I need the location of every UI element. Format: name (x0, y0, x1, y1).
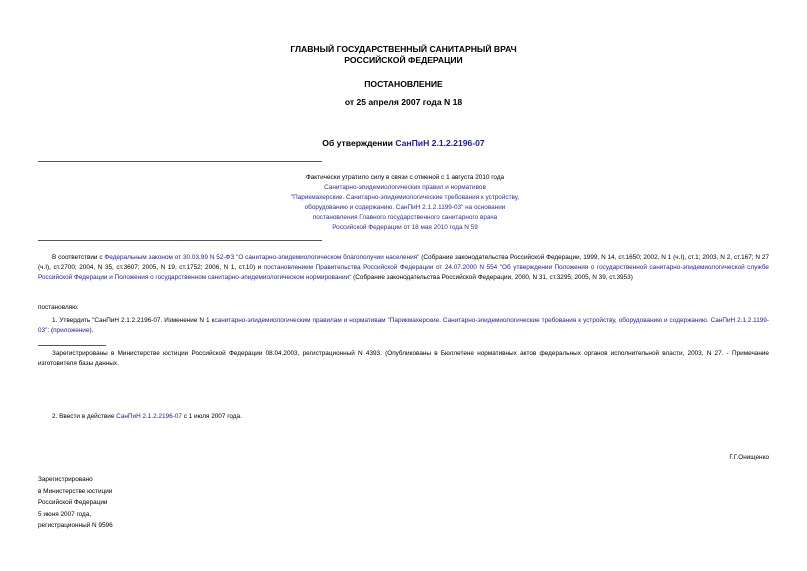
divider-top (38, 161, 322, 162)
registration-line-1: Зарегистрировано (38, 476, 93, 483)
item-1-text-2: : ( (47, 327, 54, 334)
preamble-text-2: (Собрание законодательства Российской Федерации, 1999, N 14, ст.1650; 2002, N 1 (ч.I), ст.1; 2003, N 2, ст.167; N 27 (ч.I), ст.2700; 2004, N 35, ст.3607; 2005, N 19, ст.1752; 2006, N 1, ст.10) и (38, 254, 769, 271)
subject-prefix: Об утверждении (322, 138, 396, 148)
item-2-paragraph (52, 412, 652, 422)
note-line-2[interactable]: Санитарно-эпидемиологических правил и нормативов (324, 184, 486, 191)
note-line-1: Фактически утратило силу в связи с отменой с 1 августа 2010 года (305, 174, 505, 181)
registration-line-5: регистрационный N 9596 (38, 522, 113, 529)
preamble-text-3: (Собрание законодательства Российской Федерации, 2000, N 31, ст.3295; 2005, N 39, ст.3953) (351, 274, 633, 281)
divider-bottom (38, 240, 322, 241)
registration-block (38, 474, 113, 532)
header-line-1: ГЛАВНЫЙ ГОСУДАРСТВЕННЫЙ САНИТАРНЫЙ ВРАЧ (290, 44, 517, 54)
sanpin-1199-link[interactable]: санитарно-эпидемиологическим правилам и нормативам "Парикмахерские. Санитарно-эпидемиологические требования к устройству, оборудованию и содержанию. СанПиН 2.1.2.1199-03" (38, 317, 769, 334)
footnote-text: Зарегистрированы в Министерстве юстиции Российской Федерации 08.04.2003, регистрационный N 4393. (Опубликованы в Бюллетене нормативных актов федеральных органов исполнительной власти, 2003, N 27. - Примечание изготовителя базы данных. (38, 350, 769, 367)
registration-line-2: в Министерстве юстиции (38, 487, 113, 495)
footnote (38, 349, 769, 369)
registration-line-4: 5 июня 2007 года, (38, 510, 92, 518)
status-note (200, 173, 610, 233)
sanpin-link[interactable]: СанПиН 2.1.2.2196-07 (395, 138, 485, 148)
preamble-paragraph (38, 253, 769, 283)
signature: Г.Г.Онищенко (729, 454, 769, 461)
footnote-divider (38, 345, 106, 346)
appendix-link[interactable]: приложение (53, 327, 90, 334)
item-1-paragraph (38, 316, 769, 336)
document-subject (0, 138, 807, 149)
header-line-2: РОССИЙСКОЙ ФЕДЕРАЦИИ (344, 55, 463, 65)
note-line-4[interactable]: оборудованию и содержанию. СанПиН 2.1.2.1199-03" на основании (304, 204, 506, 211)
item-2-text-1: 2. Ввести в действие (52, 413, 117, 420)
preamble-text-1: В соответствии с (52, 254, 105, 261)
item-1-text-1: 1. Утвердить "СанПиН 2.1.2.2196-07. Изменение N 1 к (52, 317, 215, 324)
document-date-number: от 25 апреля 2007 года N 18 (344, 97, 463, 107)
item-2-text-2: с 1 июля 2007 года. (181, 413, 242, 420)
note-line-3[interactable]: "Парикмахерские. Санитарно-эпидемиологические требования к устройству, (290, 194, 520, 201)
registration-line-3: Российской Федерации (38, 499, 108, 506)
document-type: ПОСТАНОВЛЕНИЕ (364, 79, 443, 89)
item-1-text-3: ). (89, 327, 94, 334)
federal-law-link[interactable]: Федеральным законом от 30.03.99 N 52-ФЗ "О санитарно-эпидемиологическом благополучии населения" (104, 254, 420, 261)
resolve-word: постановляю: (38, 304, 79, 311)
sanpin-2196-link[interactable]: СанПиН 2.1.2.2196-07 (116, 413, 182, 420)
note-line-6[interactable]: Российской Федерации от 18 мая 2010 года N 59 (332, 224, 478, 231)
note-line-5[interactable]: постановления Главного государственного санитарного врача (312, 214, 498, 221)
government-resolution-link[interactable]: постановлением Правительства Российской Федерации от 24.07.2000 N 554 "Об утверждении Положения о государственной санитарно-эпидемиологической службе Российской Федерации и Положения о государственном санитарно-эпидемиологическом нормировании" (38, 264, 769, 281)
